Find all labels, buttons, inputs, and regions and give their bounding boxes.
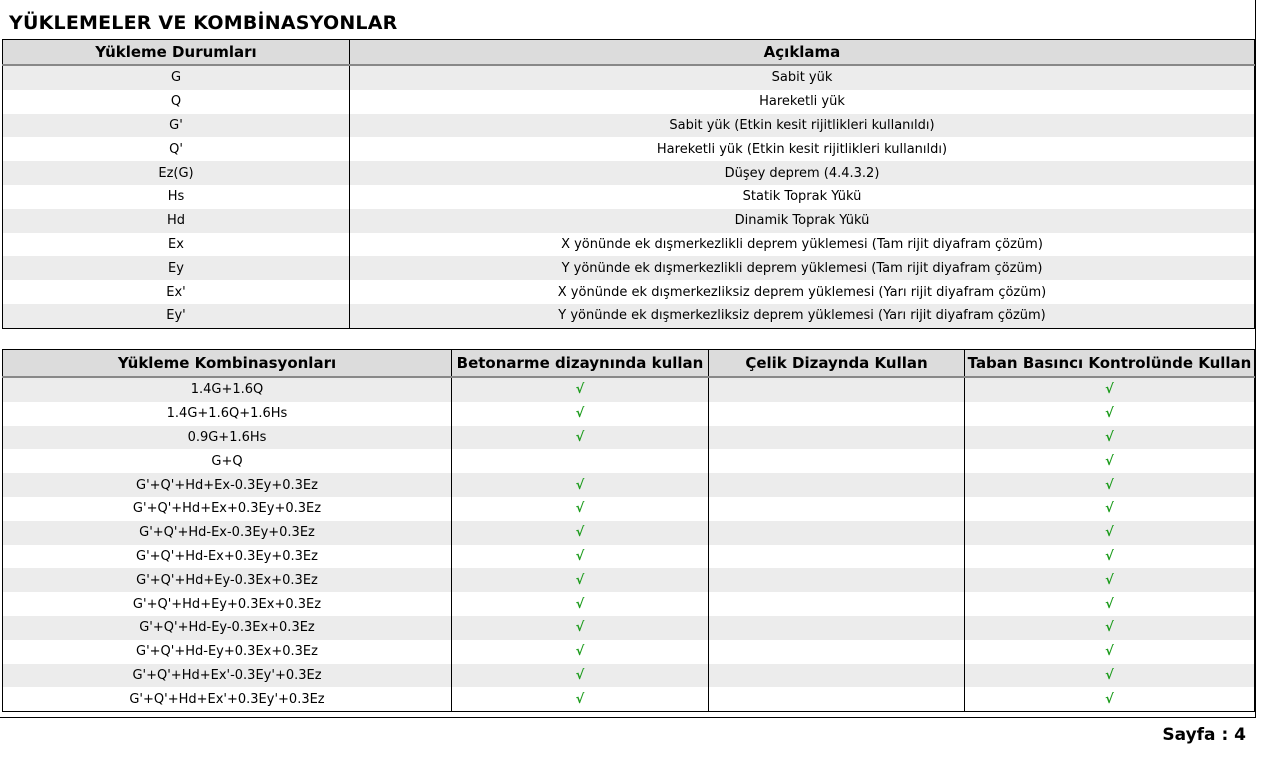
- concrete-design-cell: [452, 640, 709, 664]
- load-case-code: Ey': [3, 304, 350, 328]
- load-case-row: [3, 304, 1255, 328]
- combination-row: [3, 616, 1255, 640]
- steel-design-cell: [709, 568, 965, 592]
- steel-design-cell: [709, 640, 965, 664]
- combination-name: G'+Q'+Hd+Ey-0.3Ex+0.3Ez: [3, 568, 452, 592]
- combination-name: G'+Q'+Hd+Ex'-0.3Ey'+0.3Ez: [3, 664, 452, 688]
- base-pressure-cell: [965, 497, 1255, 521]
- base-pressure-cell: [965, 568, 1255, 592]
- check-mark-icon: √: [1105, 406, 1114, 422]
- base-pressure-cell: [965, 377, 1255, 402]
- check-mark-icon: √: [1105, 691, 1114, 707]
- load-case-row: [3, 65, 1255, 90]
- page-number: Sayfa : 4: [1162, 725, 1246, 745]
- load-case-code: Ex: [3, 233, 350, 257]
- combination-row: [3, 377, 1255, 402]
- steel-design-cell: [709, 616, 965, 640]
- combination-row: [3, 449, 1255, 473]
- steel-design-cell: [709, 449, 965, 473]
- concrete-design-cell: [452, 497, 709, 521]
- combination-row: [3, 426, 1255, 450]
- concrete-design-cell: [452, 426, 709, 450]
- check-mark-icon: √: [1105, 501, 1114, 517]
- load-case-description: Statik Toprak Yükü: [350, 185, 1255, 209]
- combination-name: 1.4G+1.6Q+1.6Hs: [3, 402, 452, 426]
- base-pressure-cell: [965, 616, 1255, 640]
- load-case-row: [3, 114, 1255, 138]
- base-pressure-cell: [965, 449, 1255, 473]
- loads-header-row: [3, 40, 1255, 66]
- header-steel-design: Çelik Dizaynda Kullan: [709, 350, 965, 378]
- concrete-design-cell: [452, 687, 709, 711]
- header-concrete-design: Betonarme dizaynında kullan: [452, 350, 709, 378]
- check-mark-icon: √: [575, 596, 585, 612]
- steel-design-cell: [709, 521, 965, 545]
- loads-table: [2, 39, 1255, 329]
- steel-design-cell: [709, 473, 965, 497]
- check-mark-icon: √: [575, 691, 585, 707]
- check-mark-icon: √: [1105, 382, 1114, 398]
- check-mark-icon: √: [1105, 525, 1114, 541]
- check-mark-icon: √: [1105, 596, 1114, 612]
- concrete-design-cell: [452, 449, 709, 473]
- load-case-row: [3, 209, 1255, 233]
- check-mark-icon: √: [1105, 429, 1114, 445]
- load-case-description: Düşey deprem (4.4.3.2): [350, 161, 1255, 185]
- load-case-description: Y yönünde ek dışmerkezlikli deprem yüklemesi (Tam rijit diyafram çözüm): [350, 256, 1255, 280]
- concrete-design-cell: [452, 616, 709, 640]
- base-pressure-cell: [965, 664, 1255, 688]
- load-case-code: Q: [3, 90, 350, 114]
- combination-row: [3, 473, 1255, 497]
- combinations-header-row: [3, 350, 1255, 378]
- load-case-row: [3, 233, 1255, 257]
- check-mark-icon: √: [1105, 477, 1114, 493]
- concrete-design-cell: [452, 592, 709, 616]
- combination-row: [3, 521, 1255, 545]
- load-case-row: [3, 161, 1255, 185]
- load-case-row: [3, 256, 1255, 280]
- check-mark-icon: √: [575, 382, 585, 398]
- base-pressure-cell: [965, 687, 1255, 711]
- combination-name: G'+Q'+Hd-Ex-0.3Ey+0.3Ez: [3, 521, 452, 545]
- combination-name: G'+Q'+Hd+Ex-0.3Ey+0.3Ez: [3, 473, 452, 497]
- header-description: Açıklama: [350, 40, 1255, 66]
- load-case-code: G: [3, 65, 350, 90]
- check-mark-icon: √: [1105, 620, 1114, 636]
- combinations-table: [2, 349, 1255, 712]
- base-pressure-cell: [965, 473, 1255, 497]
- concrete-design-cell: [452, 521, 709, 545]
- load-case-description: Y yönünde ek dışmerkezliksiz deprem yüklemesi (Yarı rijit diyafram çözüm): [350, 304, 1255, 328]
- concrete-design-cell: [452, 664, 709, 688]
- check-mark-icon: √: [575, 667, 585, 683]
- load-case-code: G': [3, 114, 350, 138]
- concrete-design-cell: [452, 377, 709, 402]
- base-pressure-cell: [965, 402, 1255, 426]
- combination-row: [3, 664, 1255, 688]
- load-case-description: X yönünde ek dışmerkezliksiz deprem yüklemesi (Yarı rijit diyafram çözüm): [350, 280, 1255, 304]
- steel-design-cell: [709, 377, 965, 402]
- load-case-row: [3, 185, 1255, 209]
- load-case-row: [3, 90, 1255, 114]
- check-mark-icon: √: [575, 406, 585, 422]
- check-mark-icon: √: [1105, 548, 1114, 564]
- combination-row: [3, 545, 1255, 569]
- check-mark-icon: √: [1105, 667, 1114, 683]
- combination-name: G'+Q'+Hd+Ex+0.3Ey+0.3Ez: [3, 497, 452, 521]
- check-mark-icon: √: [575, 644, 585, 660]
- combination-name: G'+Q'+Hd+Ey+0.3Ex+0.3Ez: [3, 592, 452, 616]
- combination-row: [3, 687, 1255, 711]
- steel-design-cell: [709, 687, 965, 711]
- combination-row: [3, 568, 1255, 592]
- load-case-row: [3, 280, 1255, 304]
- combination-row: [3, 402, 1255, 426]
- check-mark-icon: √: [1105, 644, 1114, 660]
- check-mark-icon: √: [575, 429, 585, 445]
- header-combinations: Yükleme Kombinasyonları: [3, 350, 452, 378]
- steel-design-cell: [709, 664, 965, 688]
- concrete-design-cell: [452, 568, 709, 592]
- load-case-description: Hareketli yük (Etkin kesit rijitlikleri kullanıldı): [350, 137, 1255, 161]
- combination-name: G'+Q'+Hd-Ey+0.3Ex+0.3Ez: [3, 640, 452, 664]
- loads-body: [3, 65, 1255, 328]
- concrete-design-cell: [452, 545, 709, 569]
- load-case-description: X yönünde ek dışmerkezlikli deprem yüklemesi (Tam rijit diyafram çözüm): [350, 233, 1255, 257]
- combinations-body: [3, 377, 1255, 712]
- steel-design-cell: [709, 497, 965, 521]
- check-mark-icon: √: [575, 572, 585, 588]
- base-pressure-cell: [965, 426, 1255, 450]
- load-case-code: Hd: [3, 209, 350, 233]
- combination-row: [3, 592, 1255, 616]
- section-title: YÜKLEMELER VE KOMBİNASYONLAR: [9, 12, 398, 34]
- base-pressure-cell: [965, 521, 1255, 545]
- check-mark-icon: √: [575, 501, 585, 517]
- load-case-code: Ey: [3, 256, 350, 280]
- header-base-pressure: Taban Basıncı Kontrolünde Kullan: [965, 350, 1255, 378]
- combination-name: G'+Q'+Hd+Ex'+0.3Ey'+0.3Ez: [3, 687, 452, 711]
- combination-name: G'+Q'+Hd-Ey-0.3Ex+0.3Ez: [3, 616, 452, 640]
- steel-design-cell: [709, 545, 965, 569]
- steel-design-cell: [709, 402, 965, 426]
- load-case-description: Hareketli yük: [350, 90, 1255, 114]
- combination-name: G'+Q'+Hd-Ex+0.3Ey+0.3Ez: [3, 545, 452, 569]
- combination-name: 1.4G+1.6Q: [3, 377, 452, 402]
- check-mark-icon: √: [1105, 572, 1114, 588]
- load-case-row: [3, 137, 1255, 161]
- load-case-code: Ez(G): [3, 161, 350, 185]
- check-mark-icon: √: [575, 548, 585, 564]
- concrete-design-cell: [452, 473, 709, 497]
- combination-row: [3, 497, 1255, 521]
- combination-name: 0.9G+1.6Hs: [3, 426, 452, 450]
- concrete-design-cell: [452, 402, 709, 426]
- check-mark-icon: √: [575, 620, 585, 636]
- base-pressure-cell: [965, 592, 1255, 616]
- check-mark-icon: √: [575, 477, 585, 493]
- base-pressure-cell: [965, 545, 1255, 569]
- check-mark-icon: √: [1105, 453, 1114, 469]
- combination-row: [3, 640, 1255, 664]
- header-load-cases: Yükleme Durumları: [3, 40, 350, 66]
- check-mark-icon: √: [575, 525, 585, 541]
- base-pressure-cell: [965, 640, 1255, 664]
- load-case-description: Sabit yük: [350, 65, 1255, 90]
- load-case-code: Hs: [3, 185, 350, 209]
- load-case-code: Q': [3, 137, 350, 161]
- steel-design-cell: [709, 592, 965, 616]
- steel-design-cell: [709, 426, 965, 450]
- load-case-description: Dinamik Toprak Yükü: [350, 209, 1255, 233]
- load-case-description: Sabit yük (Etkin kesit rijitlikleri kullanıldı): [350, 114, 1255, 138]
- combination-name: G+Q: [3, 449, 452, 473]
- load-case-code: Ex': [3, 280, 350, 304]
